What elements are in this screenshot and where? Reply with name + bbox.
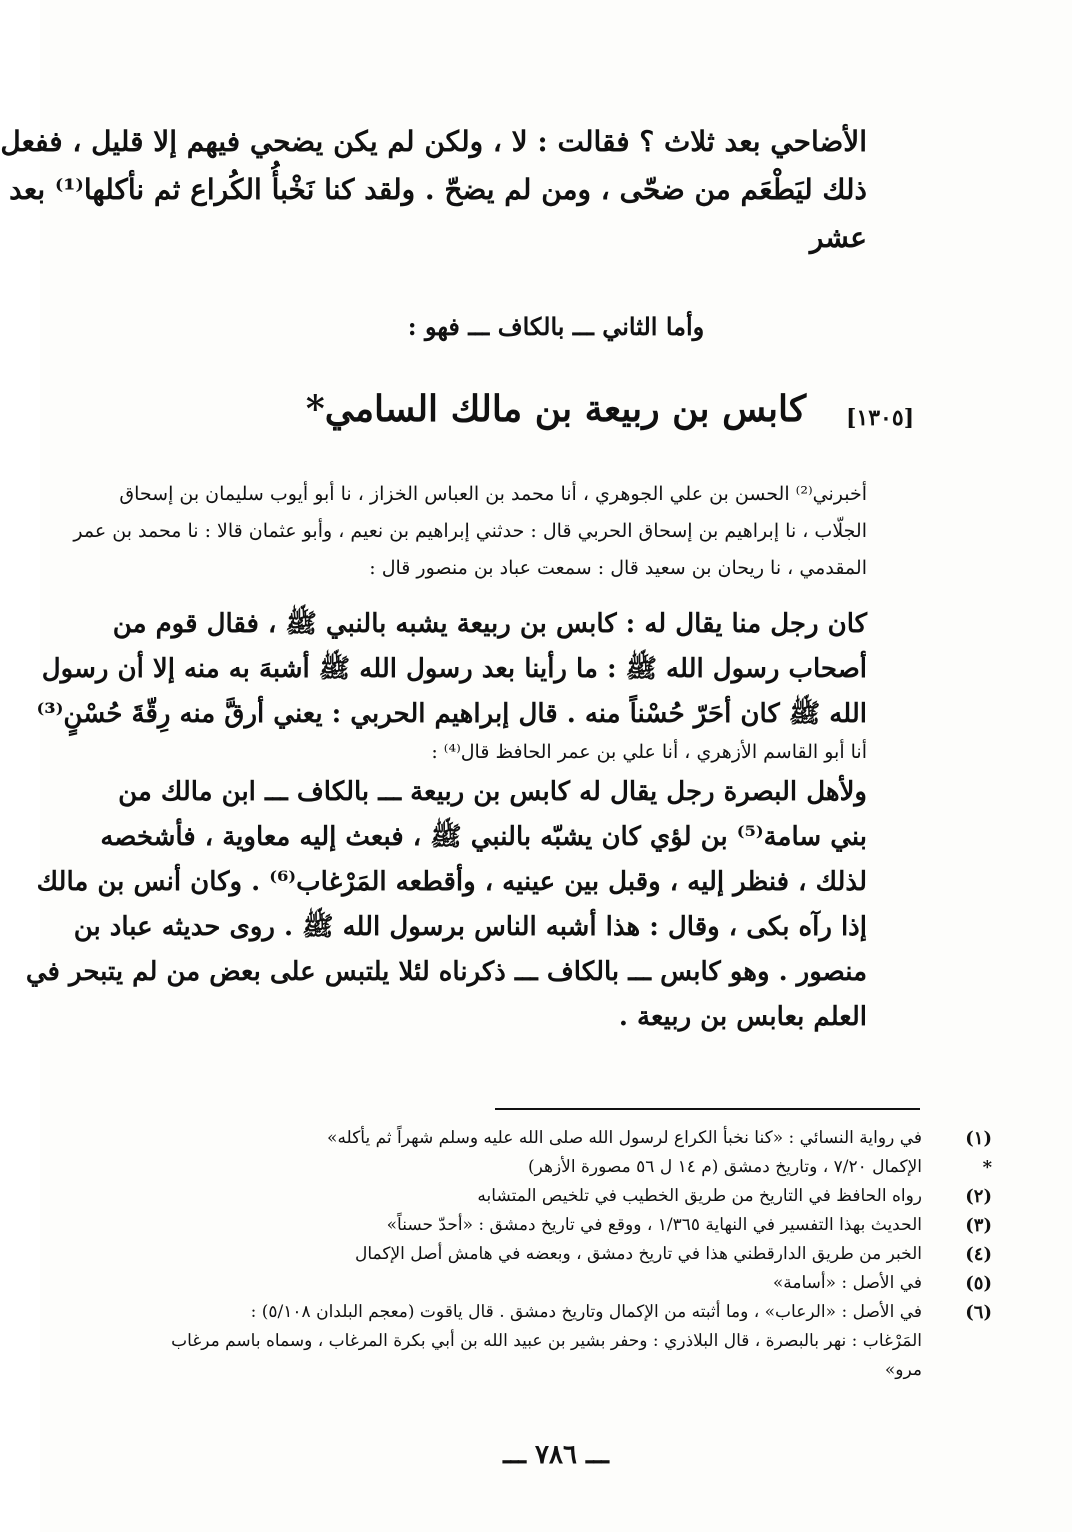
second-report: [25, 770, 867, 1040]
second-isnad: [147, 737, 867, 767]
hadith-line: كان رجل منا يقال له : كابس بن ربيعة يشبه بالنبي ﷺ ، فقال قوم من: [112, 609, 867, 639]
second-isnad-line: أنا أبو القاسم الأزهري ، أنا علي بن عمر الحافظ قال⁽⁴⁾ :: [431, 741, 867, 763]
footnote-mark: (٣): [965, 1215, 992, 1236]
footnote-text: الخبر من طريق الدارقطني هذا في تاريخ دمشق ، وبعضه في هامش أصل الإكمال: [355, 1244, 922, 1264]
isnad-line: الجلّاب ، نا إبراهيم بن إسحاق الحربي قال : حدثني إبراهيم بن نعيم ، وأبو عثمان قالا : نا محمد بن عمر: [73, 520, 867, 542]
report-line: إذا رآه بكى ، وقال : هذا أشبه الناس برسول الله ﷺ . روى حديثه عباد بن: [73, 912, 867, 942]
footnote-text: المَرْغاب : نهر بالبصرة ، قال البلاذري : وحفر بشير بن عبيد الله بن أبي بكرة المرغاب ، وسماه باسم مرغاب: [171, 1331, 922, 1351]
footnote-text: مرو»: [884, 1360, 922, 1380]
intro-paragraph: [0, 118, 867, 262]
page-number: ـــ ٧٨٦ ـــ: [503, 1440, 609, 1470]
isnad-line: أخبرني⁽²⁾ الحسن بن علي الجوهري ، أنا محمد بن العباس الخزاز ، نا أبو أيوب سليمان بن إسحاق: [119, 483, 867, 505]
report-line: العلم بعابس بن ربيعة .: [618, 1002, 867, 1032]
hadith-line: الله ﷺ كان أحَرّ حُسْناً منه . قال إبراهيم الحربي : يعني أرقَّ منه رِقّةَ حُسْنٍ⁽³⁾: [36, 699, 867, 729]
footnote-text: رواه الحافظ في التاريخ من طريق الخطيب في تلخيص المتشابه: [477, 1186, 922, 1206]
footnote-mark: (٢): [965, 1186, 992, 1207]
footnote-mark: (٦): [965, 1302, 992, 1323]
report-line: ولأهل البصرة رجل يقال له كابس بن ربيعة ـــ بالكاف ـــ ابن مالك من: [118, 777, 867, 807]
entry-number: [١٣٠٥]: [846, 405, 915, 431]
intro-line: الأضاحي بعد ثلاث ؟ فقالت : لا ، ولكن لم يكن يضحي فيهم إلا قليل ، ففعل: [0, 125, 867, 158]
footnote-text: في الأصل : «أسامة»: [772, 1273, 922, 1293]
entry-title: كابس بن ربيعة بن مالك السامي*: [305, 388, 807, 430]
footnote: [142, 1124, 992, 1153]
footnote-text: في الأصل : «الرعاب» ، وما أثبته من الإكمال وتاريخ دمشق . قال ياقوت (معجم البلدان ٥/١٠٨) :: [250, 1302, 922, 1322]
intro-line: ذلك ليَطْعَم من ضحّى ، ومن لم يضحّ . ولقد كنا نَخْبأُ الكُراع ثم نأكلها⁽¹⁾ بعد: [9, 173, 867, 206]
footnote-text: الإكمال ٧/٢٠ ، وتاريخ دمشق (م ١٤ ل ٥٦ مصورة الأزهر): [528, 1157, 922, 1177]
footnote-mark: (١): [965, 1128, 992, 1149]
isnad-chain: [73, 476, 867, 587]
report-line: منصور . وهو كابس ـــ بالكاف ـــ ذكرناه لئلا يلتبس على بعض من لم يتبحر في: [25, 957, 867, 987]
report-line: بني سامة⁽⁵⁾ بن لؤي كان يشبّه بالنبي ﷺ ، فبعث إليه معاوية ، فأشخصه: [100, 822, 867, 852]
section-heading: وأما الثاني ـــ بالكاف ـــ فهو :: [407, 312, 705, 341]
hadith-text: [36, 602, 867, 737]
footnote: [142, 1182, 992, 1211]
footnote: [142, 1298, 992, 1385]
footnote: [142, 1240, 992, 1269]
footnote: [142, 1153, 992, 1182]
hadith-line: أصحاب رسول الله ﷺ : ما رأينا بعد رسول الله ﷺ أشبهَ به منه إلا أن رسول: [41, 654, 867, 684]
footnote: [142, 1211, 992, 1240]
footnotes: [142, 1124, 992, 1385]
footnote-separator: [495, 1108, 920, 1110]
footnote-text: الحديث بهذا التفسير في النهاية ١/٣٦٥ ، ووقع في تاريخ دمشق : «أحدّ حسناً»: [386, 1215, 922, 1235]
report-line: لذلك ، فنظر إليه ، وقبل بين عينيه ، وأقطعه المَرْغاب⁽⁶⁾ . وكان أنس بن مالك: [36, 867, 867, 897]
footnote-text: في رواية النسائي : «كنا نخبأ الكراع لرسول الله صلى الله عليه وسلم شهراً ثم يأكله»: [327, 1128, 922, 1148]
isnad-line: المقدمي ، نا ريحان بن سعيد قال : سمعت عباد بن منصور قال :: [369, 557, 867, 579]
footnote-mark: (٥): [965, 1273, 992, 1294]
intro-line: عشر: [809, 221, 867, 254]
footnote: [142, 1269, 992, 1298]
footnote-mark: (٤): [965, 1244, 992, 1265]
footnote-mark: *: [982, 1157, 992, 1178]
